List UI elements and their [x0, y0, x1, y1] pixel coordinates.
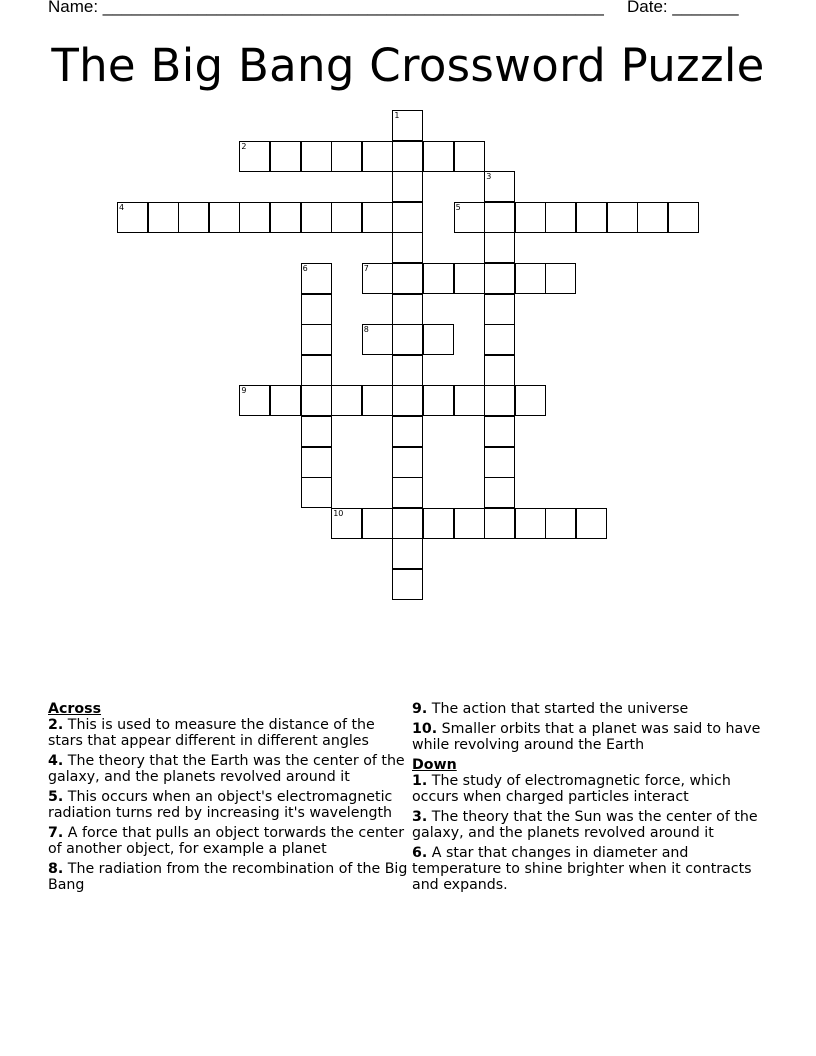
grid-cell[interactable] [607, 202, 638, 233]
grid-cell[interactable] [515, 202, 546, 233]
grid-cell[interactable] [270, 141, 301, 172]
cell-number: 7 [363, 264, 369, 273]
grid-cell[interactable] [423, 324, 454, 355]
grid-cell[interactable] [668, 202, 699, 233]
grid-cell[interactable] [576, 202, 607, 233]
grid-cell[interactable] [301, 324, 332, 355]
clue-number: 7. [48, 825, 64, 841]
grid-cell[interactable] [392, 385, 423, 416]
clue-across-4 [48, 753, 408, 785]
grid-cell[interactable] [515, 508, 546, 539]
grid-cell[interactable] [301, 355, 332, 386]
grid-cell[interactable] [454, 202, 485, 233]
grid-cell[interactable] [392, 202, 423, 233]
clue-number: 6. [412, 845, 428, 861]
clue-number: 2. [48, 717, 64, 733]
grid-cell[interactable] [392, 110, 423, 141]
clue-text: A force that pulls an object torwards the center of another object, for example a planet [48, 825, 405, 857]
cell-number: 5 [455, 202, 461, 212]
cell-number: 9 [241, 386, 247, 396]
grid-cell[interactable] [423, 263, 454, 294]
clue-across-7 [48, 825, 408, 857]
grid-cell[interactable] [484, 416, 515, 447]
grid-cell[interactable] [239, 202, 270, 233]
grid-cell[interactable] [392, 355, 423, 386]
grid-cell[interactable] [209, 202, 240, 233]
clue-down-1 [412, 773, 772, 805]
grid-cell[interactable] [301, 447, 332, 478]
grid-cell[interactable] [331, 141, 362, 172]
grid-cell[interactable] [545, 508, 576, 539]
grid-cell[interactable] [362, 263, 393, 294]
clue-number: 3. [412, 809, 428, 825]
grid-cell[interactable] [392, 263, 423, 294]
clue-number: 8. [48, 861, 64, 877]
grid-cell[interactable] [637, 202, 668, 233]
clue-text: This occurs when an object's electromagnetic radiation turns red by increasing it's wavelength [48, 789, 393, 821]
grid-cell[interactable] [515, 385, 546, 416]
grid-cell[interactable] [392, 171, 423, 202]
grid-cell[interactable] [484, 294, 515, 325]
cell-number: 8 [363, 325, 369, 335]
cell-number: 3 [486, 172, 492, 182]
grid-cell[interactable] [392, 447, 423, 478]
grid-cell[interactable] [454, 141, 485, 172]
grid-cell[interactable] [454, 385, 485, 416]
grid-cell[interactable] [362, 324, 393, 355]
grid-cell[interactable] [484, 263, 515, 294]
cell-number: 6 [302, 264, 308, 273]
clue-text: The theory that the Earth was the center of the galaxy, and the planets revolved around it [48, 753, 405, 785]
grid-cell[interactable] [301, 385, 332, 416]
grid-cell[interactable] [117, 202, 148, 233]
grid-cell[interactable] [331, 508, 362, 539]
grid-cell[interactable] [423, 141, 454, 172]
grid-cell[interactable] [454, 263, 485, 294]
page-title: The Big Bang Crossword Puzzle [51, 39, 765, 92]
grid-cell[interactable] [301, 202, 332, 233]
grid-cell[interactable] [301, 477, 332, 508]
clue-text: The study of electromagnetic force, which occurs when charged particles interact [412, 773, 731, 805]
grid-cell[interactable] [484, 202, 515, 233]
clue-number: 1. [412, 773, 428, 789]
grid-cell[interactable] [270, 202, 301, 233]
grid-cell[interactable] [362, 202, 393, 233]
grid-cell[interactable] [484, 355, 515, 386]
grid-cell[interactable] [576, 508, 607, 539]
grid-cell[interactable] [239, 141, 270, 172]
cell-number: 1 [394, 111, 400, 120]
grid-cell[interactable] [392, 569, 423, 600]
clue-text: The theory that the Sun was the center of the galaxy, and the planets revolved around it [412, 809, 758, 841]
clue-across-8 [48, 861, 408, 893]
grid-cell[interactable] [392, 508, 423, 539]
grid-cell[interactable] [301, 294, 332, 325]
grid-cell[interactable] [484, 477, 515, 508]
clue-text: A star that changes in diameter and temperature to shine brighter when it contracts and expands. [412, 845, 752, 893]
grid-cell[interactable] [392, 141, 423, 172]
grid-cell[interactable] [178, 202, 209, 233]
grid-cell[interactable] [301, 141, 332, 172]
grid-cell[interactable] [362, 385, 393, 416]
grid-cell[interactable] [239, 385, 270, 416]
clue-number: 5. [48, 789, 64, 805]
clue-text: Smaller orbits that a planet was said to have while revolving around the Earth [412, 721, 761, 753]
clue-number: 4. [48, 753, 64, 769]
grid-cell[interactable] [484, 324, 515, 355]
grid-cell[interactable] [331, 385, 362, 416]
clue-across-2 [48, 717, 408, 749]
across-heading: Across [48, 701, 102, 717]
grid-cell[interactable] [301, 416, 332, 447]
grid-cell[interactable] [392, 324, 423, 355]
clues-column-left [48, 701, 408, 897]
date-field-label: Date: _______ [627, 0, 739, 16]
clue-number: 9. [412, 701, 428, 717]
grid-cell[interactable] [392, 294, 423, 325]
clue-across-10 [412, 721, 772, 753]
grid-cell[interactable] [392, 538, 423, 569]
grid-cell[interactable] [301, 263, 332, 294]
grid-cell[interactable] [392, 232, 423, 263]
grid-cell[interactable] [484, 232, 515, 263]
grid-cell[interactable] [270, 385, 301, 416]
grid-cell[interactable] [331, 202, 362, 233]
grid-cell[interactable] [362, 141, 393, 172]
grid-cell[interactable] [148, 202, 179, 233]
clue-across-9 [412, 701, 772, 717]
grid-cell[interactable] [392, 416, 423, 447]
down-heading: Down [412, 757, 457, 773]
grid-cell[interactable] [484, 447, 515, 478]
clues-column-right [412, 701, 772, 897]
grid-cell[interactable] [545, 202, 576, 233]
grid-cell[interactable] [392, 477, 423, 508]
cell-number: 2 [241, 141, 247, 151]
grid-cell[interactable] [423, 385, 454, 416]
grid-cell[interactable] [423, 508, 454, 539]
name-field-label: Name: _____________________________________________________ [48, 0, 604, 16]
clue-down-3 [412, 809, 772, 841]
clue-number: 10. [412, 721, 438, 737]
grid-cell[interactable] [484, 171, 515, 202]
cell-number: 4 [119, 202, 125, 212]
grid-cell[interactable] [454, 508, 485, 539]
clue-text: The action that started the universe [431, 701, 689, 717]
grid-cell[interactable] [362, 508, 393, 539]
grid-cell[interactable] [484, 508, 515, 539]
grid-cell[interactable] [484, 385, 515, 416]
clue-down-6 [412, 845, 772, 893]
cell-number: 10 [333, 508, 344, 518]
clue-text: This is used to measure the distance of the stars that appear different in different angles [48, 717, 375, 749]
clue-text: The radiation from the recombination of the Big Bang [48, 861, 408, 893]
grid-cell[interactable] [515, 263, 546, 294]
grid-cell[interactable] [545, 263, 576, 294]
clue-across-5 [48, 789, 408, 821]
